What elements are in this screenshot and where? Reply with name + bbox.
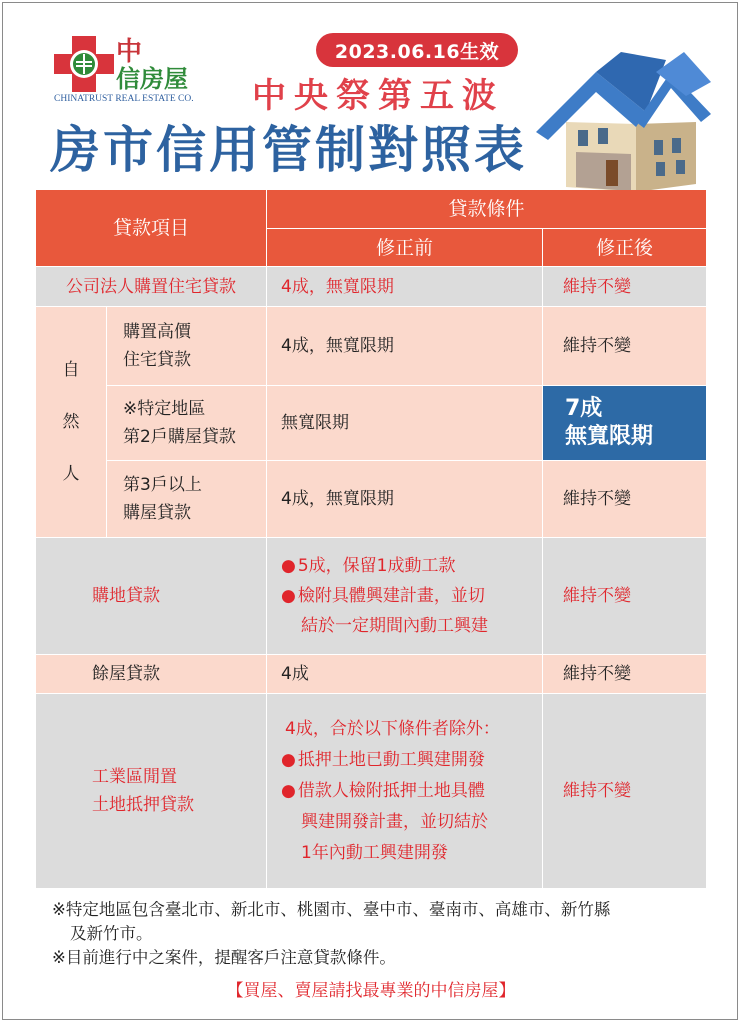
row-land-before <box>267 538 542 654</box>
logo-text-en: CHINATRUST REAL ESTATE CO. <box>54 94 194 104</box>
row-second-home-before: 無寬限期 <box>267 386 542 460</box>
row-third-home-item <box>107 461 266 537</box>
note-1-line-2: 及新竹市。 <box>70 924 153 943</box>
header-after: 修正後 <box>543 229 706 266</box>
row-unsold-before: 4成 <box>267 655 542 693</box>
row-industrial-before-bullet-1: ● 抵押土地已動工興建開發 <box>281 745 485 776</box>
row-high-price-item-l1: 購置高價 <box>123 322 191 342</box>
logo-text-zh-2: 信房屋 <box>116 65 188 93</box>
row-industrial-item <box>36 694 266 888</box>
natural-person-label <box>36 307 106 537</box>
row-high-price-item <box>107 307 266 385</box>
natural-person-char-1: 自 <box>62 360 80 380</box>
row-second-home-item-l1: ※特定地區 <box>123 399 206 419</box>
row-industrial-item-l2: 土地抵押貸款 <box>92 795 194 815</box>
row-industrial-before-bullet-2: ● 借款人檢附抵押土地具體 <box>281 776 485 807</box>
row-high-price-after: 維持不變 <box>543 307 706 385</box>
row-industrial-before-intro: 4成，合於以下條件者除外： <box>285 718 500 739</box>
row-industrial-item-l1: 工業區閒置 <box>92 767 177 787</box>
logo-text-zh-1: 中 <box>116 37 143 67</box>
row-unsold-after: 維持不變 <box>543 655 706 693</box>
notes <box>52 898 702 970</box>
row-corporate-item: 公司法人購置住宅貸款 <box>36 267 266 306</box>
row-second-home-item <box>107 386 266 460</box>
row-industrial-after: 維持不變 <box>543 694 706 888</box>
row-land-item: 購地貸款 <box>36 538 266 654</box>
page-title: 房市信用管制對照表 <box>50 121 527 179</box>
company-logo <box>54 36 204 106</box>
row-corporate-before: 4成，無寬限期 <box>267 267 542 306</box>
natural-person-char-3: 人 <box>62 464 80 484</box>
row-high-price-item-l2: 住宅貸款 <box>123 350 191 370</box>
row-third-home-after: 維持不變 <box>543 461 706 537</box>
row-land-before-bullet-1: ● 5成，保留1成動工款 <box>281 551 455 581</box>
row-third-home-item-l2: 購屋貸款 <box>123 503 191 523</box>
house-illustration <box>536 52 716 202</box>
logo-mark-icon <box>54 36 114 92</box>
header-loan-condition: 貸款條件 <box>267 190 706 228</box>
row-high-price-before: 4成，無寬限期 <box>267 307 542 385</box>
row-corporate-after: 維持不變 <box>543 267 706 306</box>
subtitle: 中央祭第五波 <box>252 76 504 116</box>
header-loan-item: 貸款項目 <box>36 190 266 266</box>
natural-person-char-2: 然 <box>62 412 80 432</box>
row-second-home-item-l2: 第2戶購屋貸款 <box>123 427 236 447</box>
note-1-line-1: ※特定地區包含臺北市、新北市、桃園市、臺中市、臺南市、高雄市、新竹縣 <box>52 900 611 919</box>
footer-slogan: 【買屋、賣屋請找最專業的中信房屋】 <box>226 981 516 1001</box>
row-land-before-bullet-2: ● 檢附具體興建計畫，並切 <box>281 581 485 611</box>
row-land-before-bullet-2-cont: 結於一定期間內動工興建 <box>301 616 488 636</box>
row-third-home-item-l1: 第3戶以上 <box>123 475 202 495</box>
row-second-home-after-l1: 7成 <box>565 396 603 421</box>
row-industrial-before-bullet-2-cont-1: 興建開發計畫，並切結於 <box>301 811 488 832</box>
row-industrial-before <box>267 694 542 888</box>
row-land-after: 維持不變 <box>543 538 706 654</box>
row-industrial-before-bullet-2-cont-2: 1年內動工興建開發 <box>301 842 448 863</box>
note-2: ※目前進行中之案件，提醒客戶注意貸款條件。 <box>52 948 396 967</box>
row-second-home-after <box>543 386 706 460</box>
row-unsold-item: 餘屋貸款 <box>36 655 266 693</box>
row-third-home-before: 4成，無寬限期 <box>267 461 542 537</box>
effective-date-badge: 2023.06.16生效 <box>316 33 518 67</box>
row-second-home-after-l2: 無寬限期 <box>565 424 654 449</box>
header-before: 修正前 <box>267 229 542 266</box>
